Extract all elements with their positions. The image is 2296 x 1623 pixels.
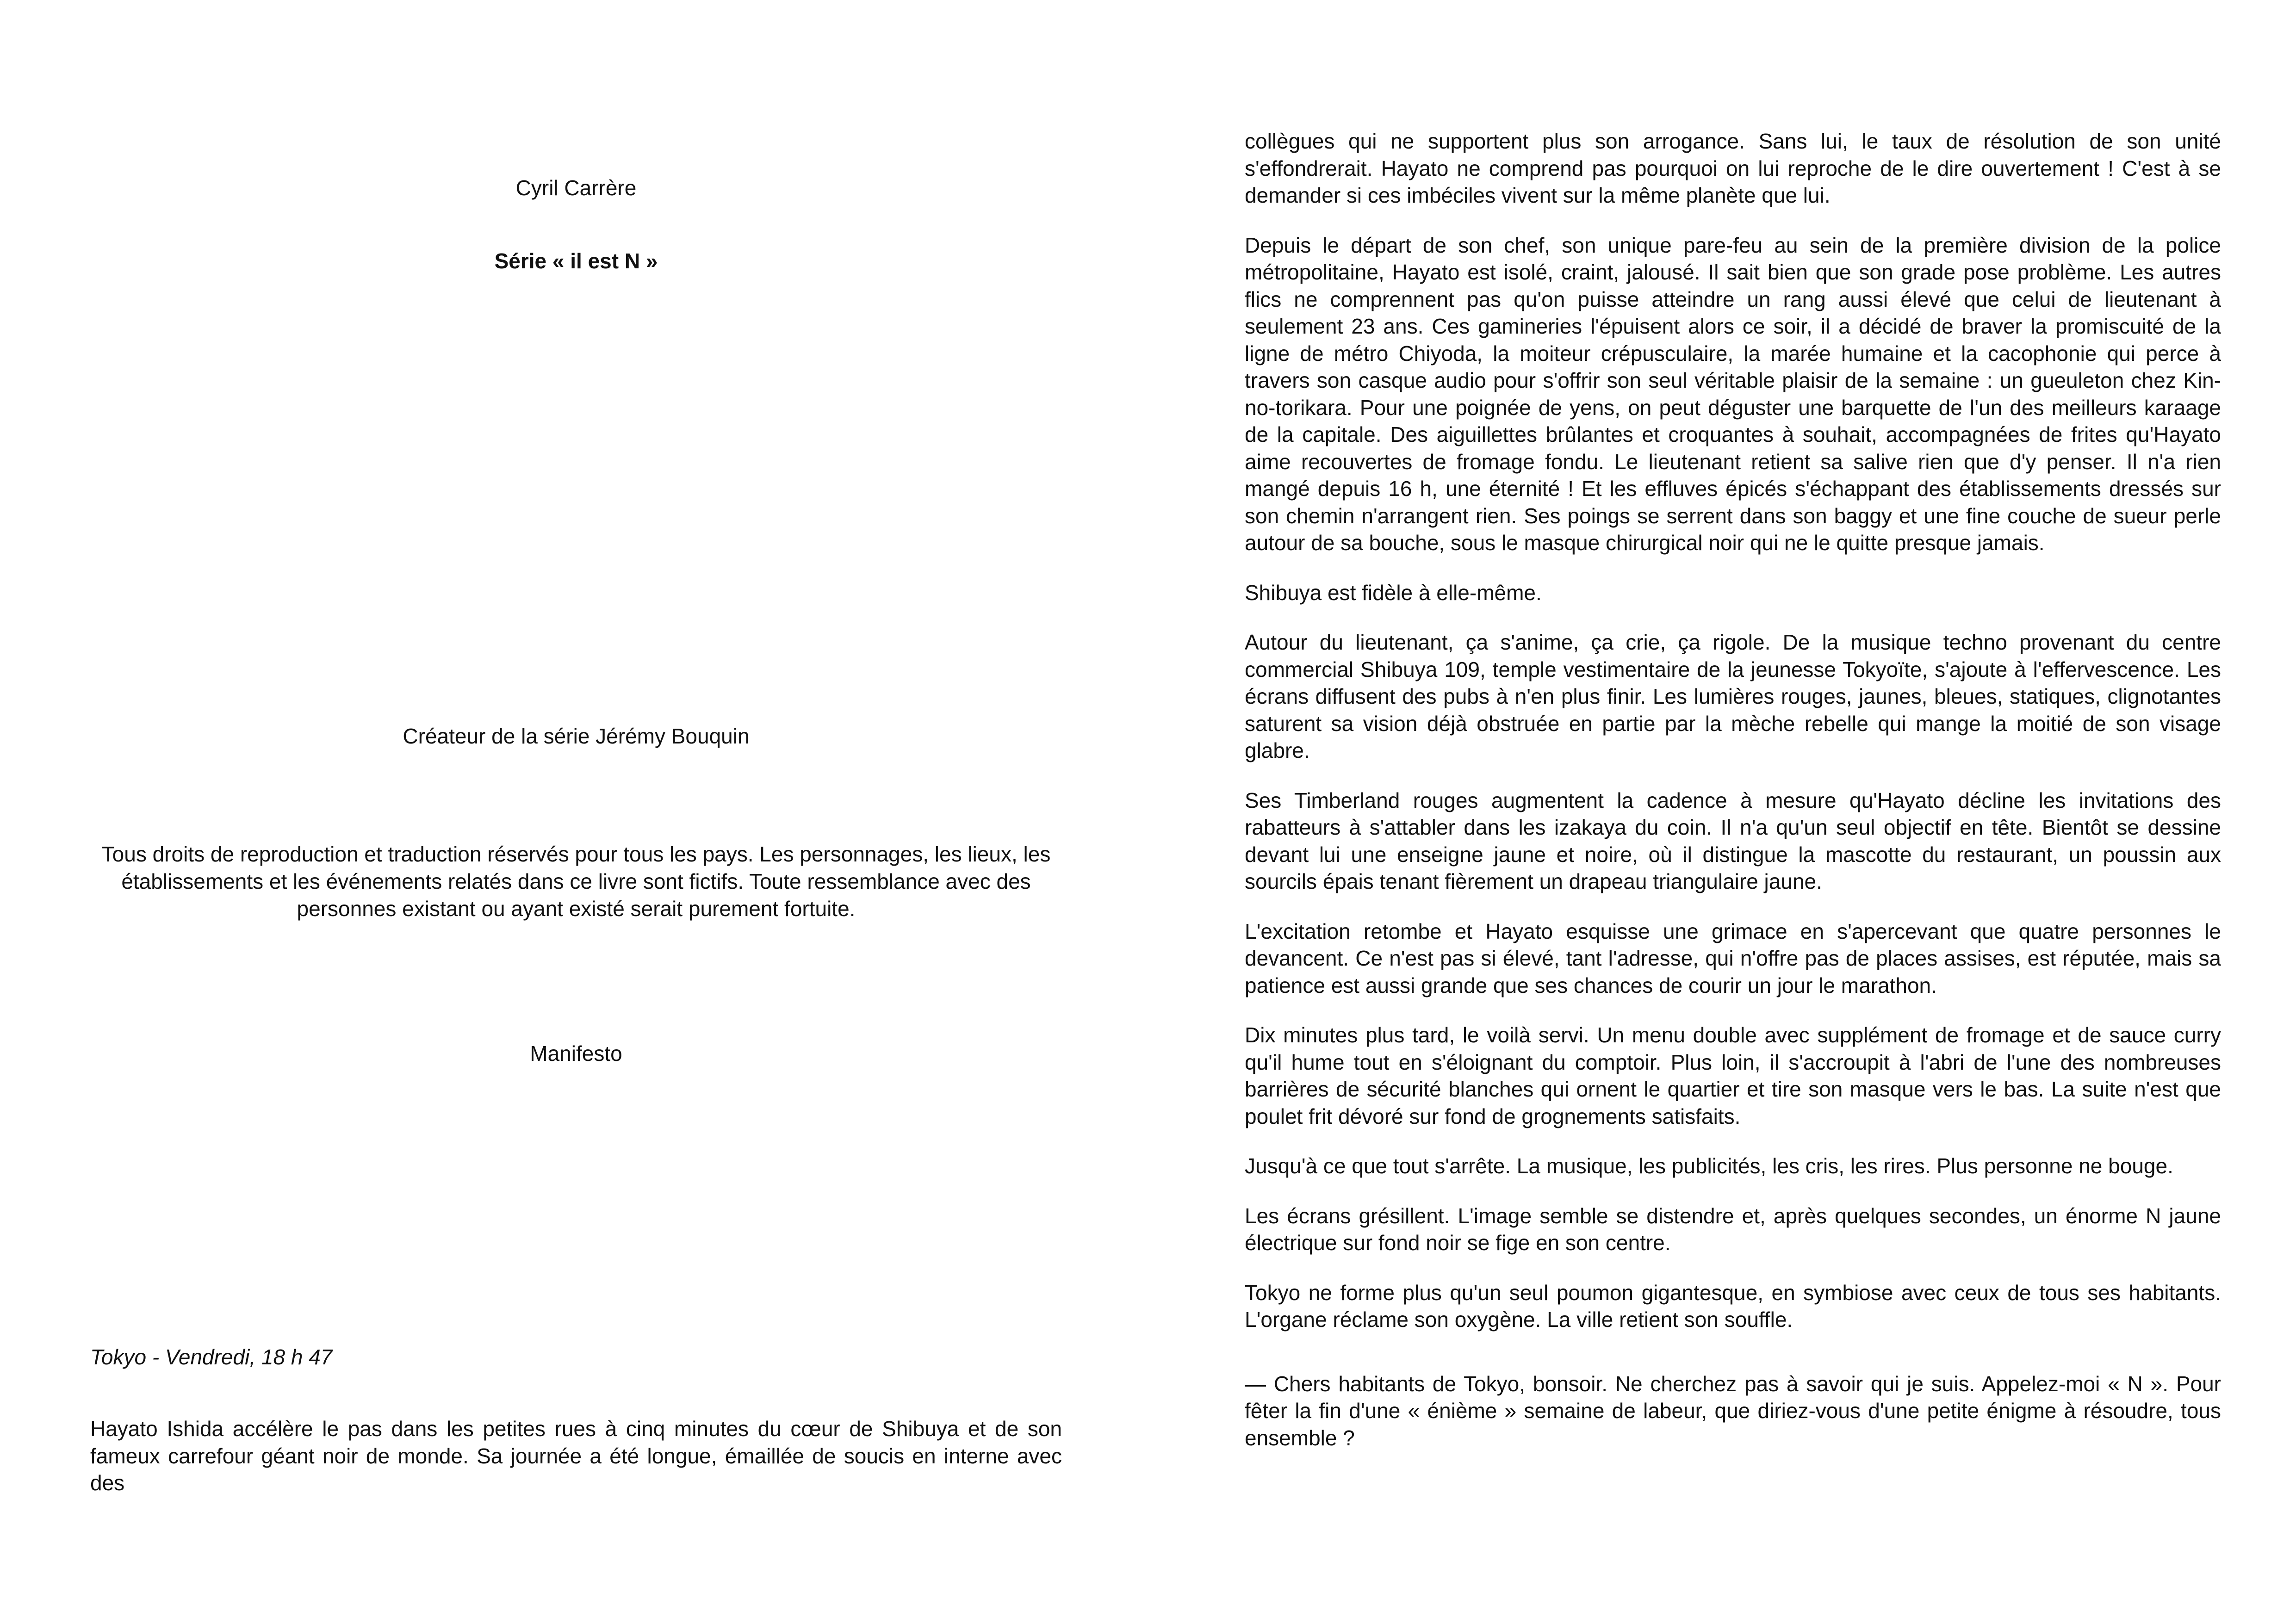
paragraph: Les écrans grésillent. L'image semble se distendre et, après quelques secondes, un énorme N jaune électrique sur fond noir se fige en son centre.: [1245, 1203, 2221, 1255]
dialogue-paragraph: — Chers habitants de Tokyo, bonsoir. Ne cherchez pas à savoir qui je suis. Appelez-moi « N ». Pour fêter la fin d'une « énième » semaine de labeur, que diriez-vous d'une petite énigme à résoudre, tous ensemble ?: [1245, 1371, 2221, 1450]
right-page: [1245, 0, 2221, 1623]
paragraph: L'excitation retombe et Hayato esquisse une grimace en s'apercevant que quatre personnes le devancent. Ce n'est pas si élevé, tant l'adresse, qui n'offre pas de places assises, est réputée, mais sa patience est aussi grande que ses chances de courir un jour le marathon.: [1245, 919, 2221, 997]
chapter-dateline: Tokyo - Vendredi, 18 h 47: [90, 1345, 333, 1369]
opening-paragraph: Hayato Ishida accélère le pas dans les petites rues à cinq minutes du cœur de Shibuya et de son fameux carrefour géant noir de monde. Sa journée a été longue, émaillée de soucis en interne avec des: [90, 1417, 1062, 1495]
paragraph: Dix minutes plus tard, le voilà servi. Un menu double avec supplément de fromage et de sauce curry qu'il hume tout en s'éloignant du comptoir. Plus loin, il s'accroupit à l'abri de l'une des nombreuses barrières de sécurité blanches qui ornent le quartier et tire son masque vers le bas. La suite n'est que poulet frit dévoré sur fond de grognements satisfaits.: [1245, 1023, 2221, 1128]
paragraph: Autour du lieutenant, ça s'anime, ça crie, ça rigole. De la musique techno provenant du centre commercial Shibuya 109, temple vestimentaire de la jeunesse Tokyoïte, s'ajoute à l'effervescence. Les écrans diffusent des pubs à n'en plus finir. Les lumières rouges, jaunes, bleues, statiques, clignotantes saturent sa vision déjà obstruée en partie par la mèche rebelle qui mange la moitié de son visage glabre.: [1245, 630, 2221, 762]
paragraph: Ses Timberland rouges augmentent la cadence à mesure qu'Hayato décline les invitations des rabatteurs à s'attabler dans les izakaya du coin. Il n'a qu'un seul objectif en tête. Bientôt se dessine devant lui une enseigne jaune et noire, où il distingue la mascotte du restaurant, un poussin aux sourcils épais tenant fièrement un drapeau triangulaire jaune.: [1245, 788, 2221, 893]
publisher-name: Manifesto: [530, 1041, 622, 1065]
series-title: Série « il est N »: [494, 249, 658, 273]
left-page: [90, 0, 1062, 1623]
paragraph: Shibuya est fidèle à elle-même.: [1245, 580, 1542, 605]
paragraph: Tokyo ne forme plus qu'un seul poumon gigantesque, en symbiose avec ceux de tous ses habitants. L'organe réclame son oxygène. La ville retient son souffle.: [1245, 1280, 2221, 1332]
paragraph: Jusqu'à ce que tout s'arrête. La musique, les publicités, les cris, les rires. Plus personne ne bouge.: [1245, 1154, 2173, 1178]
body-text: [1245, 128, 2221, 1474]
series-creator: Créateur de la série Jérémy Bouquin: [403, 724, 750, 748]
author-name: Cyril Carrère: [515, 176, 637, 200]
paragraph: Depuis le départ de son chef, son unique pare-feu au sein de la première division de la police métropolitaine, Hayato est isolé, craint, jalousé. Il sait bien que son grade pose problème. Les autres flics ne comprennent pas qu'on puisse atteindre un rang aussi élevé que celui de lieutenant à seulement 23 ans. Ces gamineries l'épuisent alors ce soir, il a décidé de braver la promiscuité de la ligne de métro Chiyoda, la moiteur crépusculaire, la marée humaine et la cacophonie qui perce à travers son casque audio pour s'offrir son seul véritable plaisir de la semaine : un gueuleton chez Kin-no-torikara. Pour une poignée de yens, on peut déguster une barquette de l'un des meilleurs karaage de la capitale. Des aiguillettes brûlantes et croquantes à souhait, accompagnées de frites qu'Hayato aime recouvertes de fromage fondu. Le lieutenant retient sa salive rien que d'y penser. Il n'a rien mangé depuis 16 h, une éternité ! Et les effluves épicés s'échappant des établissements dressés sur son chemin n'arrangent rien. Ses poings se serrent dans son baggy et une fine couche de sueur perle autour de sa bouche, sous le masque chirurgical noir qui ne le quitte presque jamais.: [1245, 233, 2221, 555]
paragraph: collègues qui ne supportent plus son arrogance. Sans lui, le taux de résolution de son unité s'effondrerait. Hayato ne comprend pas pourquoi on lui reproche de le dire ouvertement ! C'est à se demander si ces imbéciles vivent sur la même planète que lui.: [1245, 129, 2221, 207]
rights-notice: Tous droits de reproduction et traduction réservés pour tous les pays. Les personnages, les lieux, les établissements et les événements relatés dans ce livre sont fictifs. Toute ressemblance avec des personnes existant ou ayant existé serait purement fortuite.: [101, 842, 1051, 921]
